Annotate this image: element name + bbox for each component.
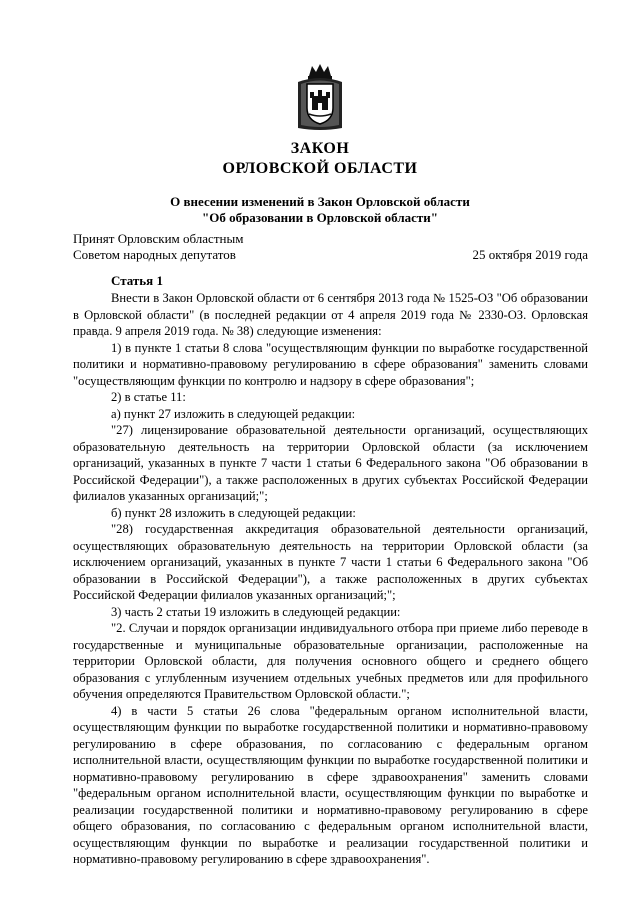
adoption-date: 25 октября 2019 года xyxy=(472,247,588,262)
article-paragraph: а) пункт 27 изложить в следующей редакции: xyxy=(111,406,356,421)
article-paragraph: 3) часть 2 статьи 19 изложить в следующей редакции: xyxy=(111,604,401,619)
article-paragraph: 2) в статье 11: xyxy=(111,390,186,404)
article-paragraph: б) пункт 28 изложить в следующей редакции: xyxy=(111,505,356,520)
coat-of-arms-icon xyxy=(295,62,345,132)
article-paragraph: Внести в Закон Орловской области от 6 сентября 2013 года № 1525-ОЗ "Об образовании в Орловской области" (в последней редакции от 4 апреля 2019 года № 2330-ОЗ. Орловская правда. 9 апреля 2019 года. № 38) следующие изменения: xyxy=(73,291,588,338)
article-body xyxy=(73,290,588,868)
adoption-line: Принят Орловским областным xyxy=(73,231,244,246)
law-title-line2: ОРЛОВСКОЙ ОБЛАСТИ xyxy=(222,160,418,177)
article-heading: Статья 1 xyxy=(111,273,163,288)
law-subtitle-line1: О внесении изменений в Закон Орловской области xyxy=(170,194,470,209)
law-subtitle-line2: "Об образовании в Орловской области" xyxy=(202,210,438,225)
adoption-line: Советом народных депутатов xyxy=(73,247,236,262)
article-paragraph: "28) государственная аккредитация образовательной деятельности организаций, осуществляющих образовательную деятельность на территории Орловской области (за исключением организаций, указанных в пункте 7 части 1 статьи 6 Федерального закона "Об образовании в Российской Федерации"), а также расположенных в других субъектах Российской Федерации филиалов указанных организаций;"; xyxy=(73,522,588,602)
article-paragraph: "2. Случаи и порядок организации индивидуального отбора при приеме либо переводе в государственные и муниципальные образовательные организации, расположенные на территории Орловской области, для получения основного общего и среднего общего образования с углубленным изучением отдельных учебных предметов или для профильного обучения определяются Правительством Орловской области."; xyxy=(73,621,588,701)
law-title-line1: ЗАКОН xyxy=(290,140,350,157)
article-paragraph: 1) в пункте 1 статьи 8 слова "осуществляющим функции по выработке государственной политики и нормативно-правовому регулированию в сфере образования" заменить словами "осуществляющим функции по контролю и надзору в сфере образования"; xyxy=(73,340,588,388)
adoption-statement xyxy=(73,231,243,263)
article-paragraph: "27) лицензирование образовательной деятельности организаций, осуществляющих образовательную деятельность на территории Орловской области (за исключением организаций, указанных в пункте 7 части 1 статьи 6 Федерального закона "Об образовании в Российской Федерации"), а также расположенных в других субъектах Российской Федерации филиалов указанных организаций;"; xyxy=(73,423,588,503)
article-paragraph: 4) в части 5 статьи 26 слова "федеральным органом исполнительной власти, осуществляющим функции по выработке государственной политики и нормативно-правовому регулированию в сфере образования, по согласованию с федеральным органом исполнительной власти, осуществляющим функции по выработке государственной политики и нормативно-правовому регулированию в сфере здравоохранения" заменить словами "федеральным органом исполнительной власти, осуществляющим функции по выработке и реализации государственной политики и нормативно-правовому регулированию в сфере общего образования, по согласованию с федеральным органом исполнительной власти, осуществляющим функции по выработке и реализации государственной политики и нормативно-правовому регулированию в сфере здравоохранения". xyxy=(73,703,588,866)
